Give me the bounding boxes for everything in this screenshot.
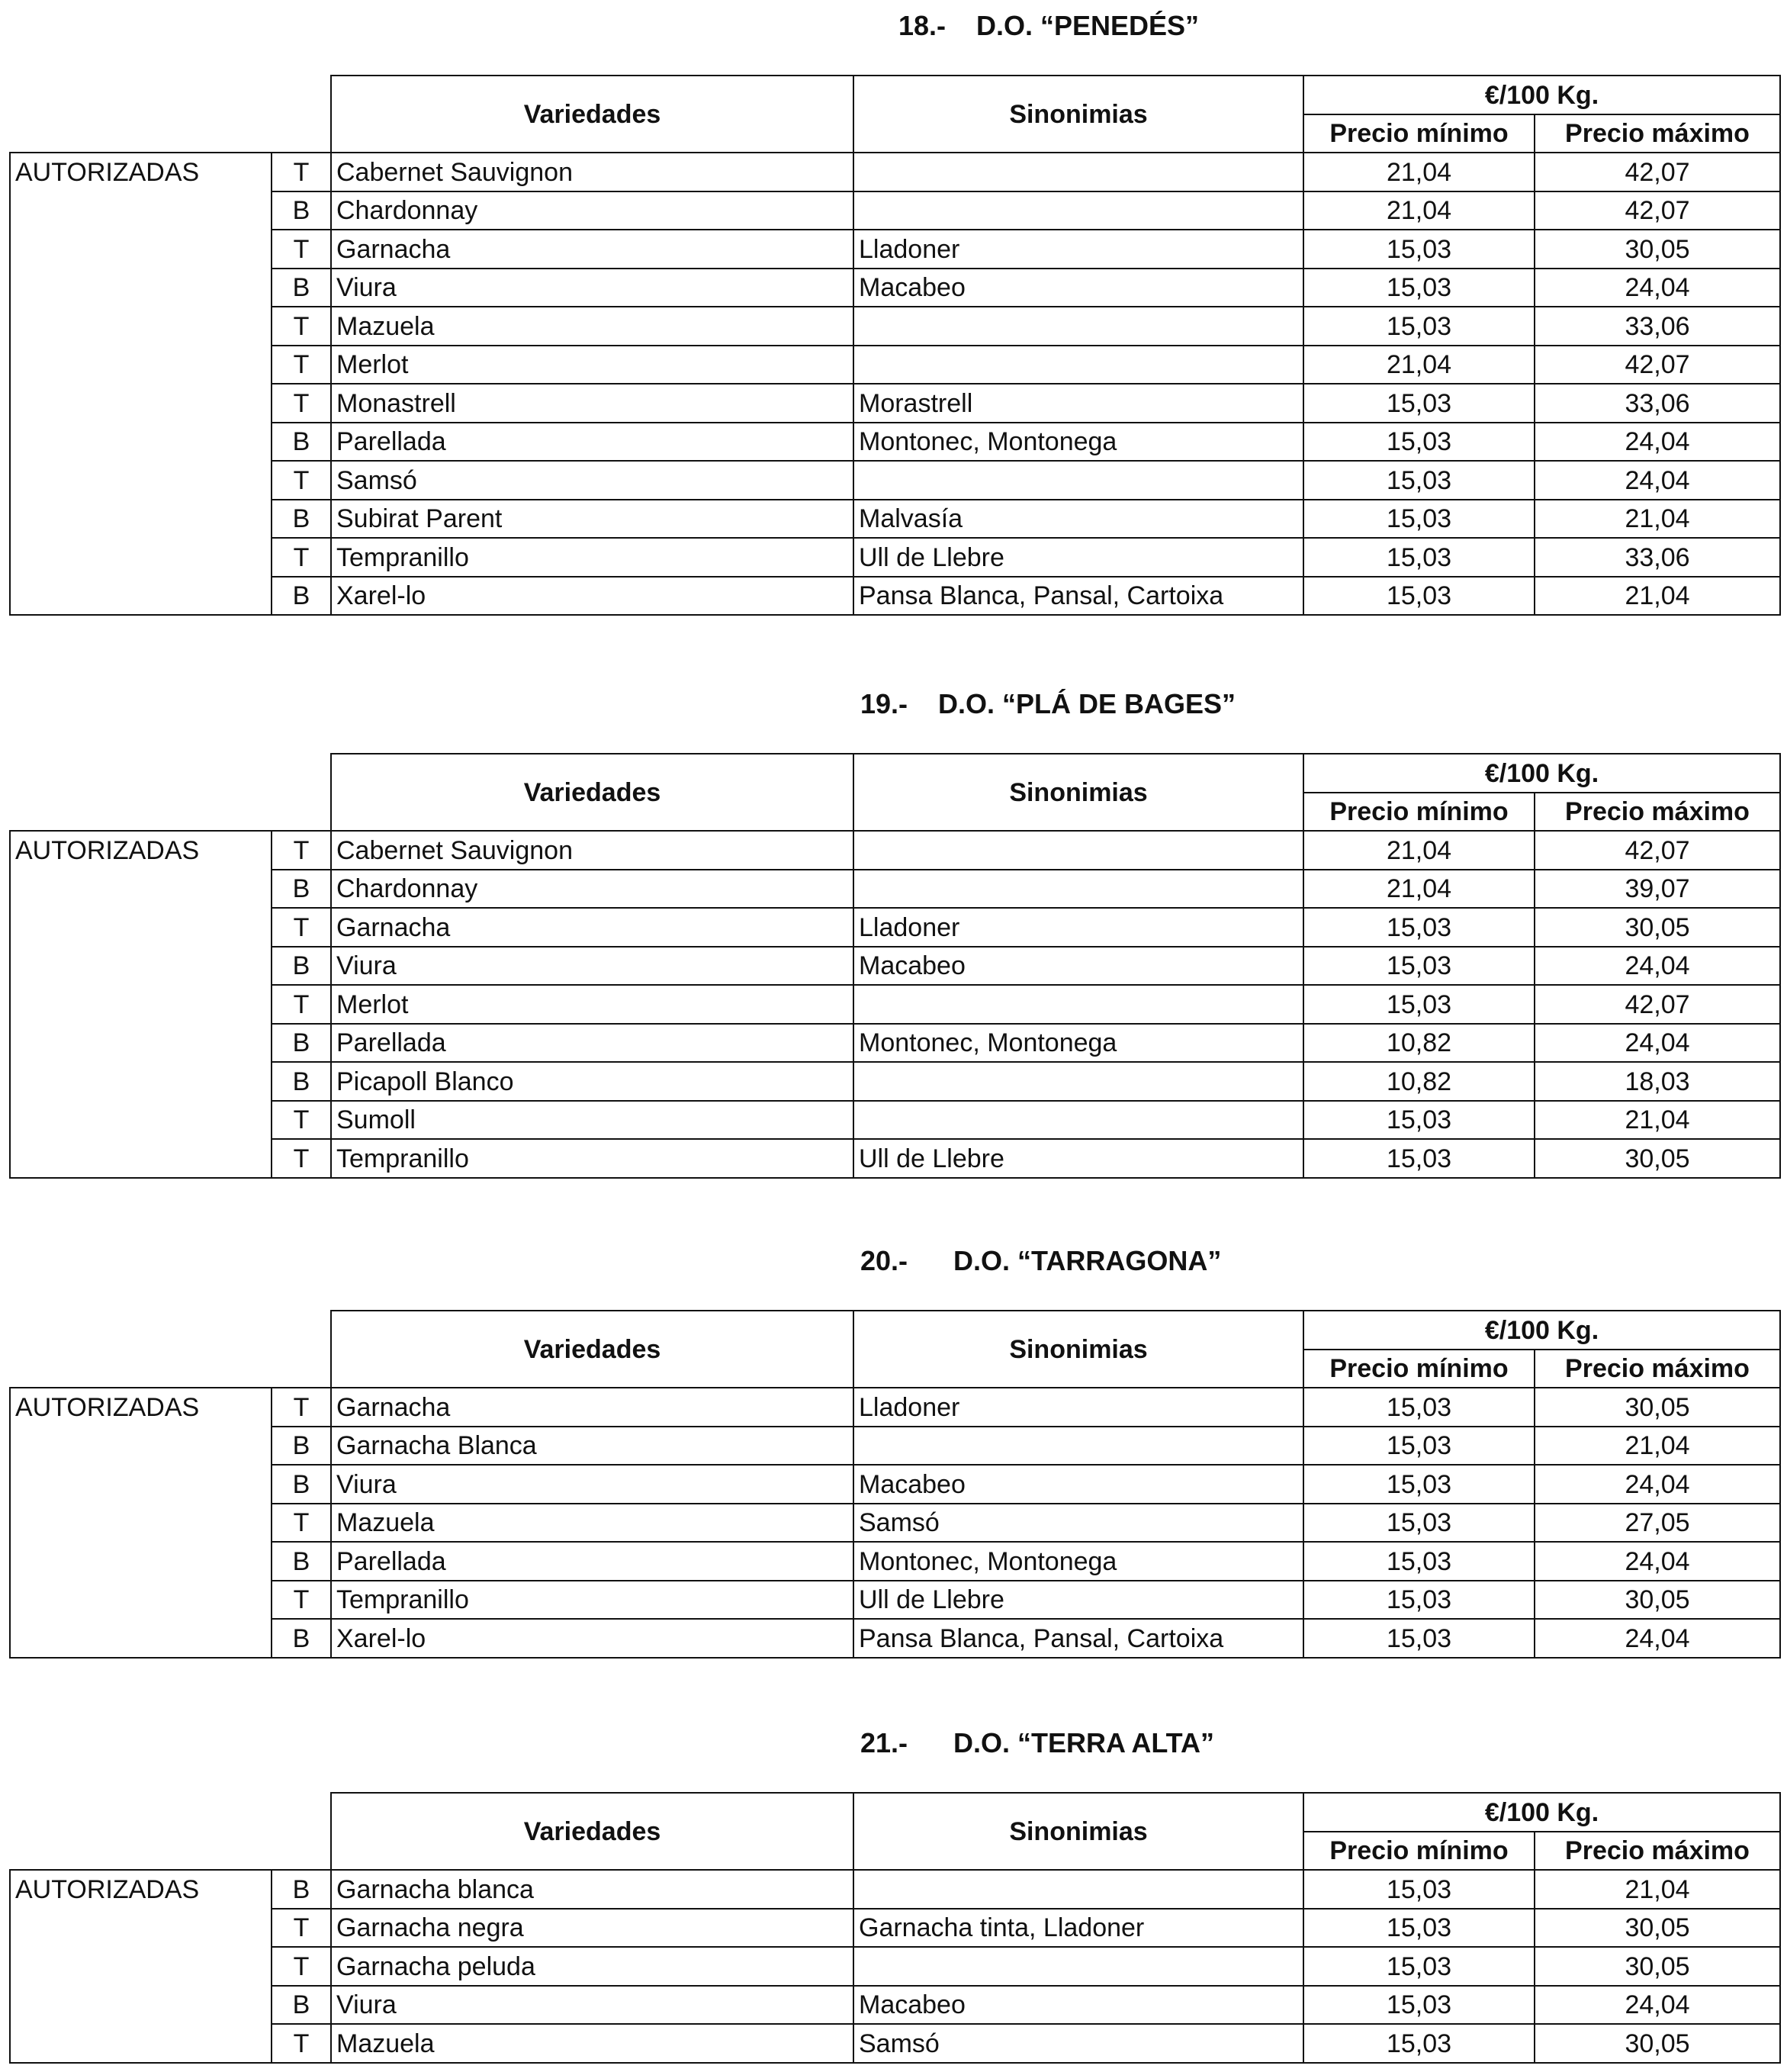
color-cell: T [272,908,331,947]
min-price-cell: 15,03 [1303,908,1535,947]
color-cell: B [272,1870,331,1909]
header-sinonimias: Sinonimias [853,1311,1303,1388]
color-cell: B [272,1542,331,1581]
min-price-cell: 15,03 [1303,1619,1535,1658]
max-price-cell: 24,04 [1535,1024,1780,1063]
min-price-cell: 21,04 [1303,191,1535,230]
category-cell: AUTORIZADAS [10,1870,272,2063]
synonyms-cell: Macabeo [853,1465,1303,1504]
color-cell: B [272,191,331,230]
color-cell: T [272,985,331,1024]
header-max: Precio máximo [1535,793,1780,832]
variety-cell: Chardonnay [331,191,853,230]
min-price-cell: 15,03 [1303,1542,1535,1581]
synonyms-cell: Malvasía [853,500,1303,539]
variety-cell: Mazuela [331,2024,853,2063]
max-price-cell: 33,06 [1535,307,1780,346]
header-row [10,754,1780,793]
header-unit: €/100 Kg. [1303,76,1780,114]
color-cell: T [272,1909,331,1948]
table-row [10,1062,1780,1101]
synonyms-cell: Macabeo [853,1986,1303,2025]
header-blank [10,1793,331,1870]
header-variedades: Variedades [331,76,853,153]
section-name: D.O. “TERRA ALTA” [953,1727,1214,1758]
max-price-cell: 42,07 [1535,985,1780,1024]
table-row [10,346,1780,384]
min-price-cell: 15,03 [1303,461,1535,500]
color-cell: B [272,1427,331,1466]
min-price-cell: 15,03 [1303,1581,1535,1620]
max-price-cell: 18,03 [1535,1062,1780,1101]
min-price-cell: 15,03 [1303,1909,1535,1948]
color-cell: T [272,1504,331,1543]
table-row [10,947,1780,986]
min-price-cell: 15,03 [1303,947,1535,986]
table-row [10,985,1780,1024]
variety-cell: Merlot [331,985,853,1024]
max-price-cell: 27,05 [1535,1504,1780,1543]
min-price-cell: 15,03 [1303,1465,1535,1504]
synonyms-cell [853,461,1303,500]
variety-cell: Mazuela [331,307,853,346]
variety-cell: Sumoll [331,1101,853,1140]
table-row [10,269,1780,307]
variety-cell: Viura [331,269,853,307]
section-number: 20.- [860,1245,908,1276]
variety-cell: Parellada [331,423,853,462]
color-cell: T [272,230,331,269]
min-price-cell: 15,03 [1303,423,1535,462]
synonyms-cell [853,153,1303,191]
color-cell: T [272,307,331,346]
synonyms-cell [853,1101,1303,1140]
variety-cell: Viura [331,947,853,986]
synonyms-cell: Lladoner [853,1388,1303,1427]
variety-cell: Cabernet Sauvignon [331,153,853,191]
max-price-cell: 30,05 [1535,1581,1780,1620]
color-cell: T [272,1947,331,1986]
variety-cell: Garnacha [331,908,853,947]
header-unit: €/100 Kg. [1303,754,1780,793]
max-price-cell: 30,05 [1535,1388,1780,1427]
section-name: D.O. “PENEDÉS” [976,10,1200,41]
synonyms-cell [853,870,1303,909]
max-price-cell: 30,05 [1535,230,1780,269]
min-price-cell: 15,03 [1303,985,1535,1024]
max-price-cell: 33,06 [1535,538,1780,577]
max-price-cell: 21,04 [1535,1870,1780,1909]
header-variedades: Variedades [331,1311,853,1388]
variety-cell: Merlot [331,346,853,384]
min-price-cell: 10,82 [1303,1024,1535,1063]
max-price-cell: 42,07 [1535,831,1780,870]
min-price-cell: 15,03 [1303,230,1535,269]
variety-cell: Chardonnay [331,870,853,909]
section-number: 21.- [860,1727,908,1758]
section-name: D.O. “PLÁ DE BAGES” [938,688,1236,719]
max-price-cell: 24,04 [1535,423,1780,462]
header-max: Precio máximo [1535,1350,1780,1388]
color-cell: B [272,1024,331,1063]
price-table [9,75,1781,616]
max-price-cell: 24,04 [1535,1986,1780,2025]
max-price-cell: 24,04 [1535,461,1780,500]
min-price-cell: 15,03 [1303,269,1535,307]
table-row [10,307,1780,346]
min-price-cell: 21,04 [1303,831,1535,870]
synonyms-cell: Montonec, Montonega [853,1542,1303,1581]
synonyms-cell: Morastrell [853,384,1303,423]
synonyms-cell: Ull de Llebre [853,1139,1303,1178]
table-row [10,153,1780,191]
min-price-cell: 15,03 [1303,1986,1535,2025]
min-price-cell: 21,04 [1303,346,1535,384]
min-price-cell: 15,03 [1303,1504,1535,1543]
color-cell: B [272,423,331,462]
synonyms-cell [853,1062,1303,1101]
table-row [10,831,1780,870]
header-blank [10,1311,331,1388]
table-row [10,1024,1780,1063]
table-row [10,1870,1780,1909]
table-row [10,908,1780,947]
color-cell: T [272,1101,331,1140]
table-row [10,1139,1780,1178]
synonyms-cell [853,307,1303,346]
color-cell: B [272,500,331,539]
synonyms-cell: Ull de Llebre [853,538,1303,577]
color-cell: T [272,1581,331,1620]
color-cell: B [272,1062,331,1101]
variety-cell: Garnacha [331,230,853,269]
variety-cell: Tempranillo [331,1139,853,1178]
header-unit: €/100 Kg. [1303,1311,1780,1350]
table-row [10,1465,1780,1504]
variety-cell: Garnacha negra [331,1909,853,1948]
max-price-cell: 42,07 [1535,153,1780,191]
max-price-cell: 24,04 [1535,1465,1780,1504]
header-max: Precio máximo [1535,1832,1780,1871]
variety-cell: Garnacha [331,1388,853,1427]
min-price-cell: 15,03 [1303,2024,1535,2063]
table-row [10,2024,1780,2063]
color-cell: B [272,947,331,986]
table-row [10,1986,1780,2025]
min-price-cell: 15,03 [1303,1427,1535,1466]
table-row [10,1619,1780,1658]
synonyms-cell: Samsó [853,2024,1303,2063]
header-row [10,1311,1780,1350]
color-cell: T [272,2024,331,2063]
synonyms-cell: Macabeo [853,947,1303,986]
section-title [0,681,1787,727]
header-blank [10,754,331,831]
synonyms-cell [853,1427,1303,1466]
max-price-cell: 24,04 [1535,1619,1780,1658]
category-cell: AUTORIZADAS [10,1388,272,1658]
min-price-cell: 15,03 [1303,1139,1535,1178]
max-price-cell: 24,04 [1535,1542,1780,1581]
min-price-cell: 15,03 [1303,1388,1535,1427]
synonyms-cell: Lladoner [853,908,1303,947]
category-cell: AUTORIZADAS [10,153,272,615]
section-number: 18.- [898,10,946,41]
max-price-cell: 30,05 [1535,1139,1780,1178]
min-price-cell: 21,04 [1303,153,1535,191]
min-price-cell: 15,03 [1303,307,1535,346]
synonyms-cell [853,191,1303,230]
max-price-cell: 33,06 [1535,384,1780,423]
header-variedades: Variedades [331,754,853,831]
table-row [10,1504,1780,1543]
color-cell: T [272,538,331,577]
header-sinonimias: Sinonimias [853,754,1303,831]
table-row [10,1947,1780,1986]
synonyms-cell: Garnacha tinta, Lladoner [853,1909,1303,1948]
price-table [9,753,1781,1179]
header-min: Precio mínimo [1303,793,1535,832]
synonyms-cell: Ull de Llebre [853,1581,1303,1620]
variety-cell: Garnacha peluda [331,1947,853,1986]
synonyms-cell: Montonec, Montonega [853,423,1303,462]
color-cell: B [272,577,331,616]
variety-cell: Xarel-lo [331,1619,853,1658]
min-price-cell: 15,03 [1303,1101,1535,1140]
max-price-cell: 21,04 [1535,1101,1780,1140]
table-row [10,1427,1780,1466]
variety-cell: Samsó [331,461,853,500]
section-title [0,3,1787,49]
table-row [10,500,1780,539]
header-max: Precio máximo [1535,114,1780,153]
color-cell: T [272,1139,331,1178]
variety-cell: Subirat Parent [331,500,853,539]
min-price-cell: 10,82 [1303,1062,1535,1101]
table-row [10,1388,1780,1427]
table-row [10,191,1780,230]
max-price-cell: 21,04 [1535,577,1780,616]
table-row [10,384,1780,423]
table-row [10,1909,1780,1948]
color-cell: B [272,870,331,909]
max-price-cell: 30,05 [1535,2024,1780,2063]
section-title [0,1238,1787,1284]
max-price-cell: 30,05 [1535,1947,1780,1986]
synonyms-cell [853,1870,1303,1909]
header-min: Precio mínimo [1303,1832,1535,1871]
synonyms-cell: Samsó [853,1504,1303,1543]
max-price-cell: 24,04 [1535,269,1780,307]
table-row [10,870,1780,909]
table-row [10,577,1780,616]
variety-cell: Mazuela [331,1504,853,1543]
price-table [9,1792,1781,2064]
min-price-cell: 15,03 [1303,1947,1535,1986]
min-price-cell: 15,03 [1303,500,1535,539]
variety-cell: Picapoll Blanco [331,1062,853,1101]
max-price-cell: 42,07 [1535,191,1780,230]
max-price-cell: 21,04 [1535,500,1780,539]
table-row [10,1542,1780,1581]
color-cell: T [272,1388,331,1427]
max-price-cell: 30,05 [1535,908,1780,947]
variety-cell: Viura [331,1986,853,2025]
synonyms-cell: Macabeo [853,269,1303,307]
synonyms-cell [853,1947,1303,1986]
variety-cell: Garnacha blanca [331,1870,853,1909]
header-min: Precio mínimo [1303,114,1535,153]
synonyms-cell: Pansa Blanca, Pansal, Cartoixa [853,1619,1303,1658]
synonyms-cell: Pansa Blanca, Pansal, Cartoixa [853,577,1303,616]
color-cell: B [272,269,331,307]
max-price-cell: 30,05 [1535,1909,1780,1948]
color-cell: T [272,384,331,423]
min-price-cell: 21,04 [1303,870,1535,909]
max-price-cell: 42,07 [1535,346,1780,384]
table-row [10,1101,1780,1140]
category-cell: AUTORIZADAS [10,831,272,1178]
variety-cell: Tempranillo [331,1581,853,1620]
variety-cell: Tempranillo [331,538,853,577]
color-cell: T [272,153,331,191]
synonyms-cell: Montonec, Montonega [853,1024,1303,1063]
header-variedades: Variedades [331,1793,853,1870]
section-title [0,1720,1787,1766]
variety-cell: Parellada [331,1542,853,1581]
header-row [10,1793,1780,1832]
header-unit: €/100 Kg. [1303,1793,1780,1832]
variety-cell: Monastrell [331,384,853,423]
color-cell: T [272,346,331,384]
table-row [10,423,1780,462]
variety-cell: Garnacha Blanca [331,1427,853,1466]
header-blank [10,76,331,153]
section-number: 19.- [860,688,908,719]
color-cell: B [272,1619,331,1658]
header-sinonimias: Sinonimias [853,1793,1303,1870]
variety-cell: Cabernet Sauvignon [331,831,853,870]
synonyms-cell: Lladoner [853,230,1303,269]
table-row [10,461,1780,500]
max-price-cell: 21,04 [1535,1427,1780,1466]
synonyms-cell [853,831,1303,870]
variety-cell: Viura [331,1465,853,1504]
color-cell: B [272,1465,331,1504]
color-cell: T [272,461,331,500]
section-name: D.O. “TARRAGONA” [953,1245,1222,1276]
min-price-cell: 15,03 [1303,538,1535,577]
color-cell: B [272,1986,331,2025]
table-row [10,1581,1780,1620]
header-sinonimias: Sinonimias [853,76,1303,153]
max-price-cell: 24,04 [1535,947,1780,986]
min-price-cell: 15,03 [1303,384,1535,423]
min-price-cell: 15,03 [1303,1870,1535,1909]
max-price-cell: 39,07 [1535,870,1780,909]
table-row [10,230,1780,269]
synonyms-cell [853,985,1303,1024]
header-min: Precio mínimo [1303,1350,1535,1388]
min-price-cell: 15,03 [1303,577,1535,616]
header-row [10,76,1780,114]
table-row [10,538,1780,577]
synonyms-cell [853,346,1303,384]
color-cell: T [272,831,331,870]
variety-cell: Parellada [331,1024,853,1063]
variety-cell: Xarel-lo [331,577,853,616]
price-table [9,1310,1781,1659]
